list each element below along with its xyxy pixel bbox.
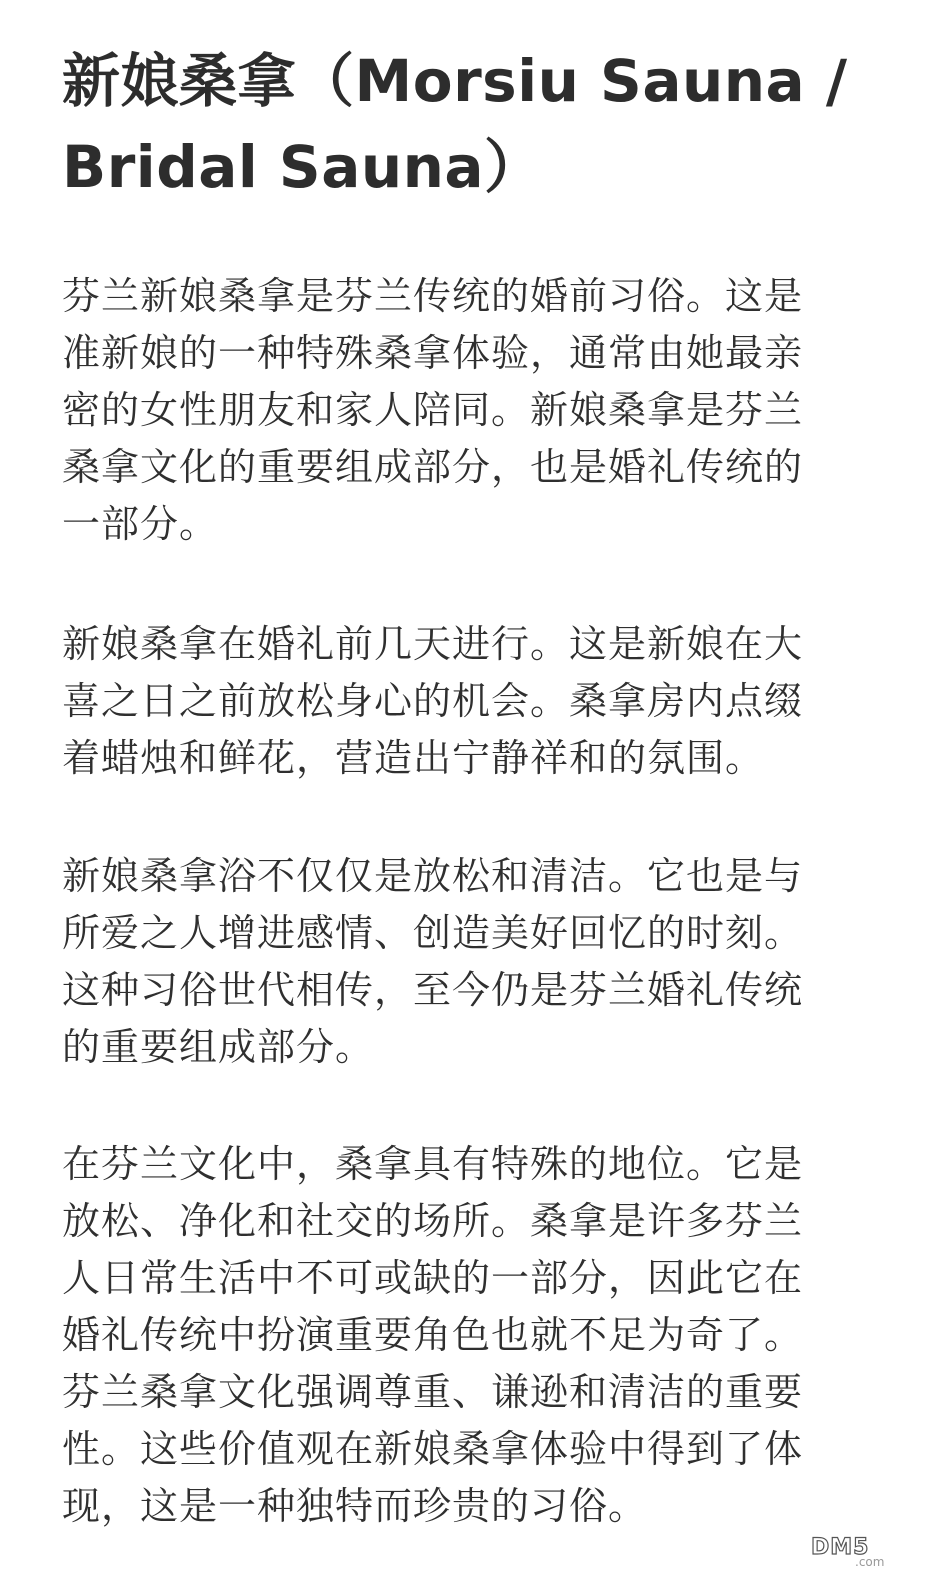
title-line-1: 新娘桑拿（Morsiu Sauna / — [62, 47, 848, 115]
paragraph-2 — [62, 616, 882, 787]
paragraph-line: 人日常生活中不可或缺的一部分，因此它在 — [62, 1256, 804, 1300]
paragraph-line: 的重要组成部分。 — [62, 1025, 375, 1069]
paragraph-line: 性。这些价值观在新娘桑拿体验中得到了体 — [62, 1427, 804, 1471]
paragraph-line: 喜之日之前放松身心的机会。桑拿房内点缀 — [62, 679, 804, 723]
paragraph-1 — [62, 268, 882, 553]
paragraph-line: 新娘桑拿浴不仅仅是放松和清洁。它也是与 — [62, 854, 804, 898]
paragraph-line: 芬兰桑拿文化强调尊重、谦逊和清洁的重要 — [62, 1370, 804, 1414]
title-line-2: Bridal Sauna） — [62, 133, 543, 201]
article-title — [62, 38, 882, 210]
paragraph-line: 所爱之人增进感情、创造美好回忆的时刻。 — [62, 911, 804, 955]
paragraph-line: 新娘桑拿在婚礼前几天进行。这是新娘在大 — [62, 622, 804, 666]
watermark-logo — [811, 1533, 929, 1573]
paragraph-line: 这种习俗世代相传，至今仍是芬兰婚礼传统 — [62, 968, 804, 1012]
paragraph-line: 现，这是一种独特而珍贵的习俗。 — [62, 1484, 648, 1528]
paragraph-line: 密的女性朋友和家人陪同。新娘桑拿是芬兰 — [62, 388, 804, 432]
paragraph-line: 放松、净化和社交的场所。桑拿是许多芬兰 — [62, 1199, 804, 1243]
paragraph-3 — [62, 848, 882, 1076]
watermark-text: DM5 — [811, 1535, 870, 1560]
paragraph-line: 婚礼传统中扮演重要角色也就不足为奇了。 — [62, 1313, 804, 1357]
paragraph-4 — [62, 1136, 882, 1535]
paragraph-line: 着蜡烛和鲜花，营造出宁静祥和的氛围。 — [62, 736, 765, 780]
paragraph-line: 一部分。 — [62, 502, 219, 546]
paragraph-line: 芬兰新娘桑拿是芬兰传统的婚前习俗。这是 — [62, 274, 804, 318]
paragraph-line: 在芬兰文化中，桑拿具有特殊的地位。它是 — [62, 1142, 804, 1186]
paragraph-line: 桑拿文化的重要组成部分，也是婚礼传统的 — [62, 445, 804, 489]
article — [62, 38, 882, 1528]
watermark-subtext: .com — [855, 1555, 885, 1569]
paragraph-line: 准新娘的一种特殊桑拿体验，通常由她最亲 — [62, 331, 804, 375]
